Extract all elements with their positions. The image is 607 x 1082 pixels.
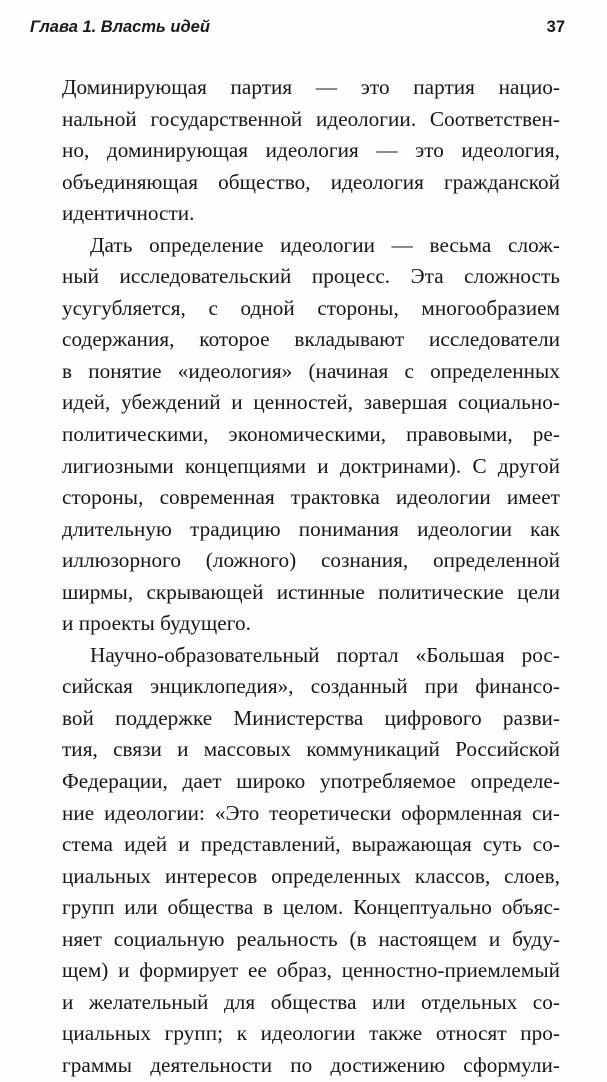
paragraph: [62, 72, 560, 230]
text-line: длительную традицию понимания идеологии как: [62, 516, 560, 541]
text-line: Федерации, дает широко употребляемое определе-: [62, 769, 560, 794]
text-line: политическими, экономическими, правовыми, ре-: [62, 422, 560, 447]
text-line: ный исследовательский процесс. Эта сложность: [62, 264, 560, 289]
text-line: циальных интересов определенных классов, слоев,: [62, 863, 560, 888]
text-line: в понятие «идеология» (начиная с определенных: [62, 358, 560, 383]
text-line: иллюзорного (ложного) сознания, определенной: [62, 548, 560, 573]
chapter-title: Глава 1. Власть идей: [30, 18, 210, 36]
text-line: групп или общества в целом. Концептуально объяс-: [62, 895, 560, 920]
text-line: но, доминирующая идеология — это идеология,: [62, 138, 560, 163]
text-line: объединяющая общество, идеология гражданской: [62, 169, 560, 194]
paragraph: [62, 230, 560, 640]
text-line: ширмы, скрывающей истинные политические цели: [62, 579, 560, 604]
text-line: циальных групп; к идеологии также относят про-: [62, 1021, 560, 1046]
running-header: [30, 14, 565, 42]
paragraph: [62, 640, 560, 1082]
text-line: содержания, которое вкладывают исследователи: [62, 327, 560, 352]
text-line: лигиозными концепциями и доктринами). С другой: [62, 453, 560, 478]
text-line: няет социальную реальность (в настоящем и буду-: [62, 926, 560, 951]
body-text: [62, 72, 560, 1082]
text-line: и желательный для общества или отдельных со-: [62, 989, 560, 1014]
text-line: нальной государственной идеологии. Соответствен-: [62, 106, 560, 131]
text-line: усугубляется, с одной стороны, многообразием: [62, 295, 560, 320]
text-line: Доминирующая партия — это партия нацио-: [62, 75, 560, 99]
text-line: стороны, современная трактовка идеологии имеет: [62, 485, 560, 510]
text-line: ние идеологии: «Это теоретически оформленная си-: [62, 800, 560, 825]
text-line: тия, связи и массовых коммуникаций Российской: [62, 737, 560, 762]
page-number: 37: [546, 18, 565, 36]
text-line: идентичности.: [62, 201, 195, 226]
text-line: щем) и формирует ее образ, ценностно-приемлемый: [62, 958, 560, 983]
text-line: идей, убеждений и ценностей, завершая социально-: [62, 390, 560, 415]
text-line: Дать определение идеологии — весьма слож-: [90, 232, 560, 257]
text-line: граммы деятельности по достижению сформули-: [62, 1052, 560, 1077]
text-line: и проекты будущего.: [62, 611, 251, 636]
text-line: сийская энциклопедия», созданный при финансо-: [62, 674, 560, 699]
text-line: стема идей и представлений, выражающая суть со-: [62, 832, 560, 857]
text-line: Научно-образовательный портал «Большая рос-: [90, 642, 560, 667]
text-line: вой поддержке Министерства цифрового разви-: [62, 705, 560, 730]
